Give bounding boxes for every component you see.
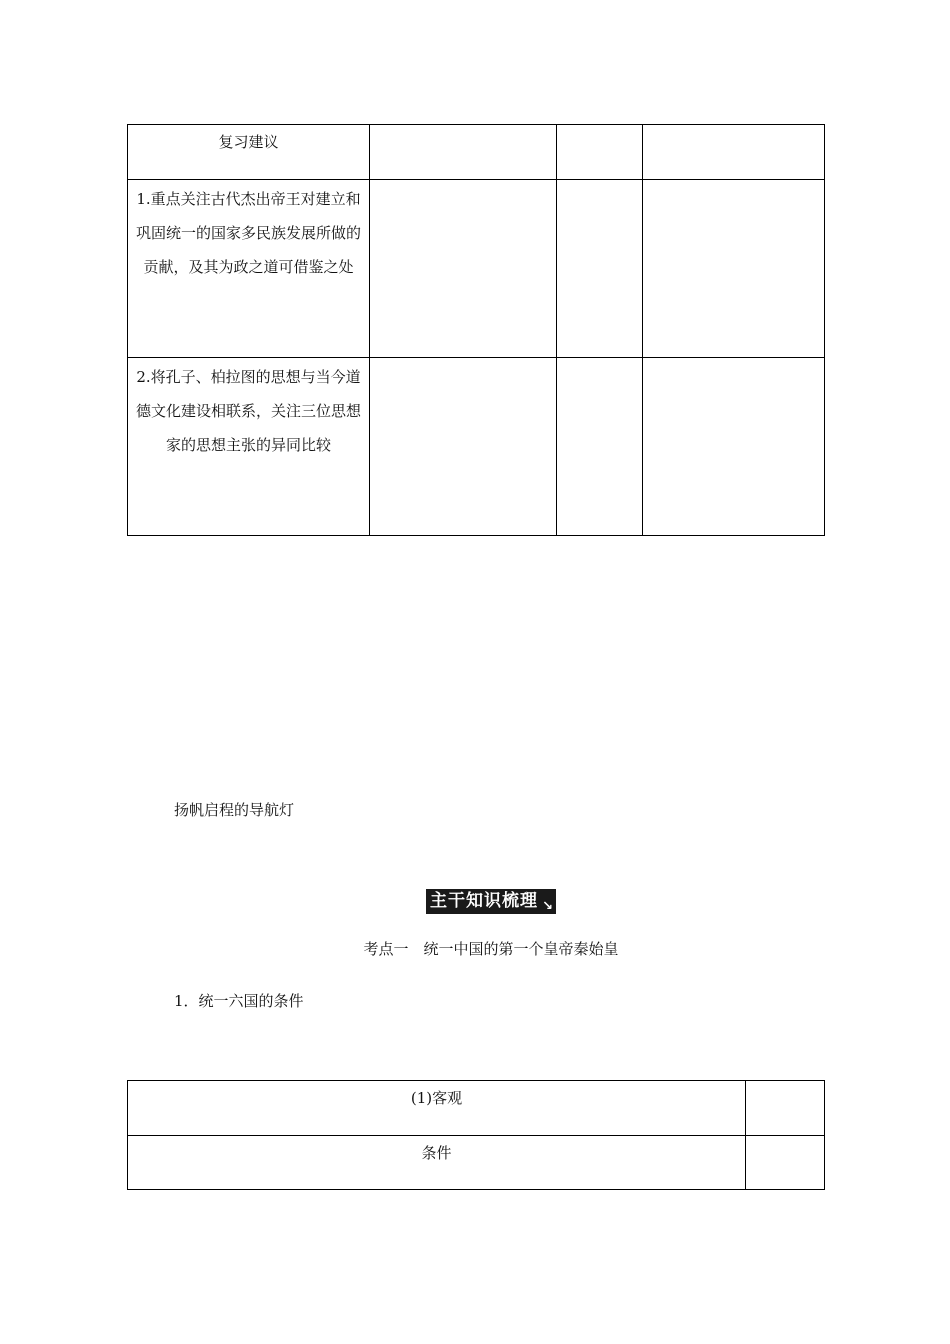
empty-cell	[643, 358, 825, 536]
review-table-header-row	[128, 125, 825, 180]
conditions-table	[127, 1080, 825, 1190]
empty-cell	[746, 1081, 825, 1136]
conditions-label: 条件	[421, 1144, 452, 1162]
empty-cell	[557, 125, 643, 180]
table-row	[128, 358, 825, 536]
empty-cell	[746, 1136, 825, 1190]
empty-cell	[370, 180, 557, 358]
item-heading-1: 1．统一六国的条件	[174, 992, 304, 1010]
objective-label: (1)客观	[410, 1089, 463, 1107]
review-table	[127, 124, 825, 536]
conditions-cell-label	[128, 1136, 746, 1190]
review-suggestion-1: 1.重点关注古代杰出帝王对建立和巩固统一的国家多民族发展所做的贡献，及其为政之道可借鉴之处	[135, 190, 361, 276]
review-suggestion-cell-1	[128, 180, 370, 358]
table-row	[128, 1136, 825, 1190]
review-header-label: 复习建议	[218, 133, 279, 151]
empty-cell	[643, 125, 825, 180]
arrow-down-right-icon: ↘	[542, 899, 554, 914]
review-header-cell	[128, 125, 370, 180]
section-title: 考点一 统一中国的第一个皇帝秦始皇	[363, 940, 619, 958]
review-suggestion-2: 2.将孔子、柏拉图的思想与当今道德文化建设相联系，关注三位思想家的思想主张的异同比较	[135, 368, 361, 454]
table-row	[128, 180, 825, 358]
review-suggestion-cell-2	[128, 358, 370, 536]
empty-cell	[557, 358, 643, 536]
empty-cell	[643, 180, 825, 358]
table-row	[128, 1081, 825, 1136]
section-subtitle: 扬帆启程的导航灯	[174, 801, 295, 819]
knowledge-banner	[426, 889, 556, 914]
empty-cell	[370, 358, 557, 536]
conditions-cell-objective	[128, 1081, 746, 1136]
banner-label: 主干知识梳理	[430, 891, 538, 911]
empty-cell	[557, 180, 643, 358]
empty-cell	[370, 125, 557, 180]
